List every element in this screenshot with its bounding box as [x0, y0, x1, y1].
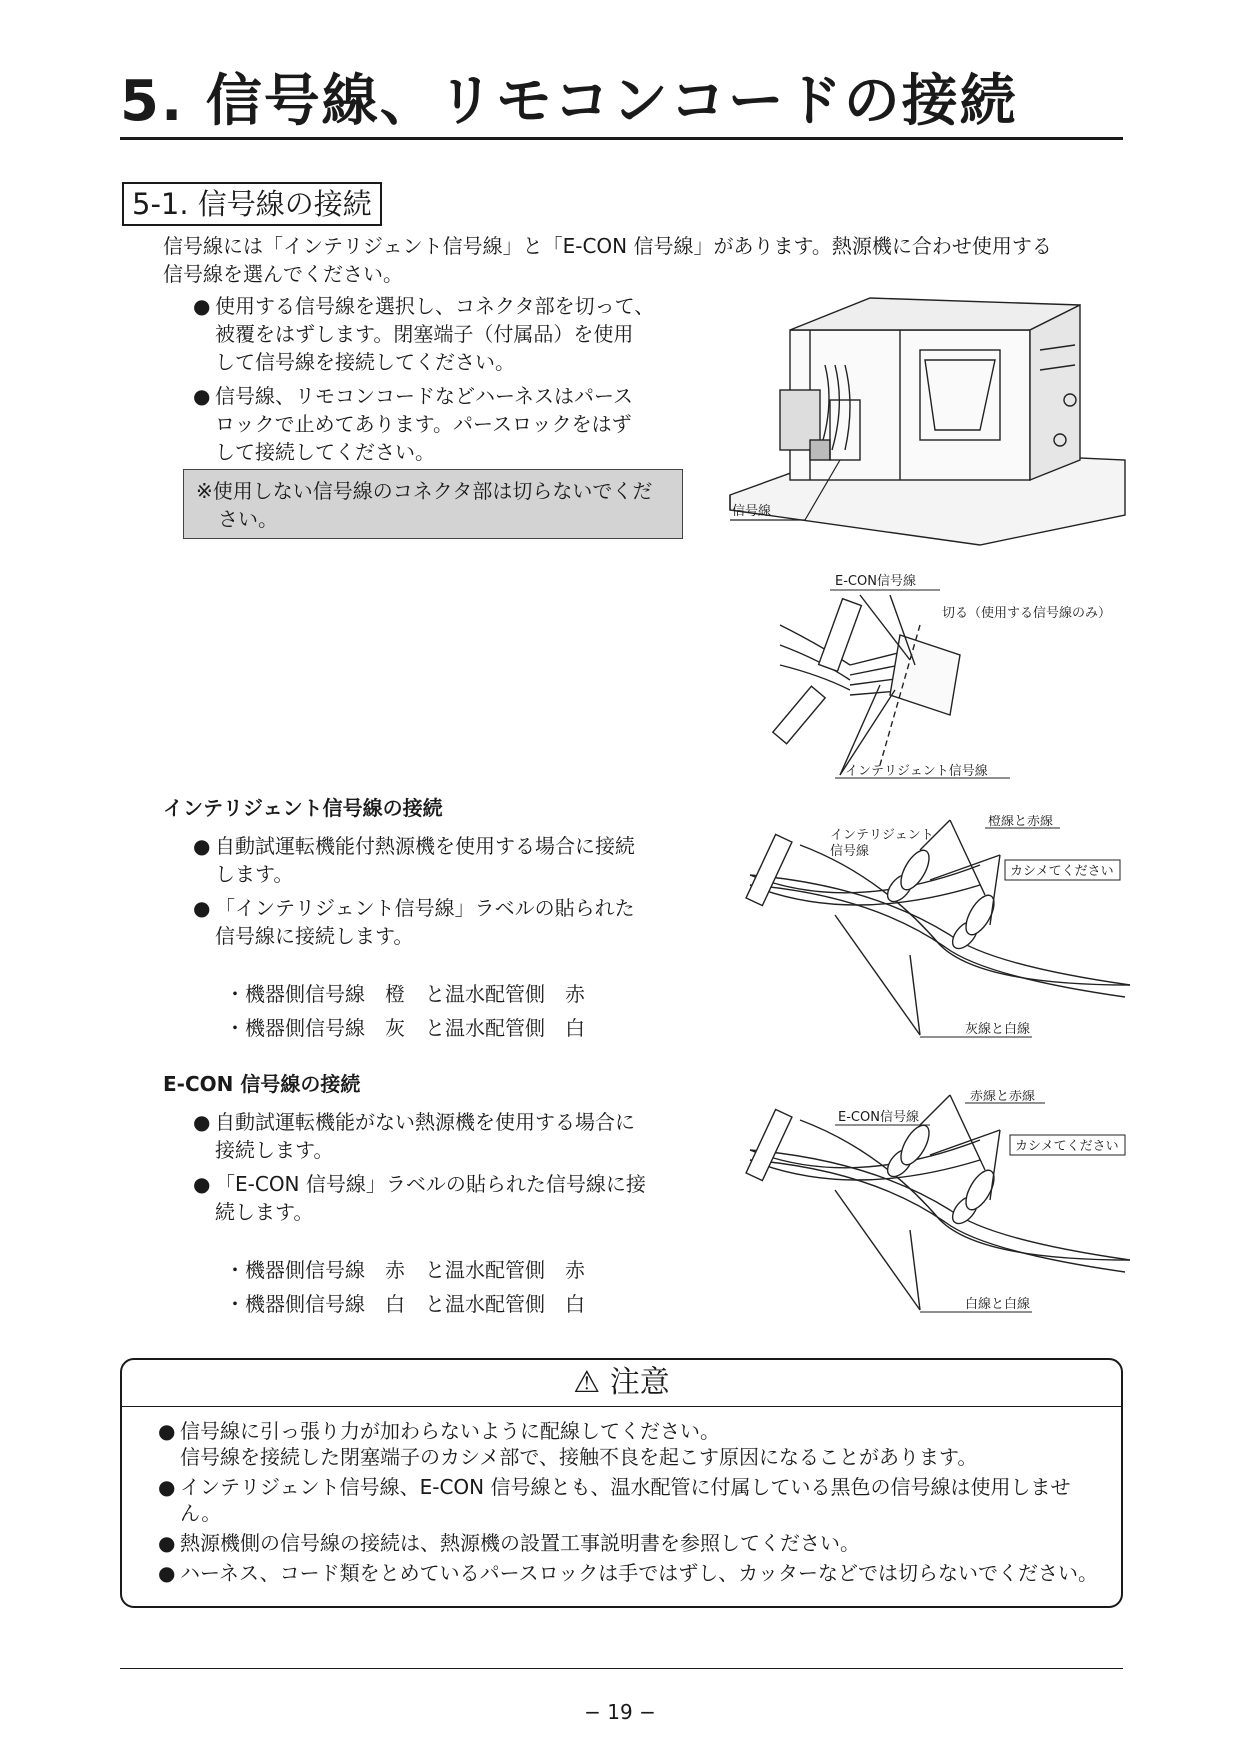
unit-illustration: [720, 290, 1130, 550]
title-underline: [120, 137, 1123, 140]
econ-heading: E-CON 信号線の接続: [163, 1072, 361, 1096]
caution-item: ● 信号線に引っ張り力が加わらないように配線してください。 信号線を接続した閉塞端子のカシメ部で、接触不良を起こす原因になることがあります。: [158, 1419, 978, 1469]
bullet-dot: ●: [193, 896, 211, 920]
crimp-label: カシメてください: [1015, 1139, 1119, 1154]
caution-title: 注意: [609, 1365, 670, 1400]
section-heading: 5-1. 信号線の接続: [122, 182, 382, 226]
bullet-item: ● 使用する信号線を選択し、コネクタ部を切って、 被覆をはずします。閉塞端子（付属品）を使用 して信号線を接続してください。: [193, 294, 655, 374]
connection-row: ・機器側信号線 橙 と温水配管側 赤: [225, 982, 585, 1006]
bullet-item: ● 「インテリジェント信号線」ラベルの貼られた 信号線に接続します。: [193, 896, 635, 948]
section-bullets: [193, 292, 693, 466]
bullet-item: ● 自動試運転機能付熱源機を使用する場合に接続 します。: [193, 834, 635, 886]
red-red-label: 赤線と赤線: [970, 1090, 1036, 1104]
warning-triangle-icon: ⚠: [573, 1365, 601, 1400]
page-number: − 19 −: [584, 1700, 656, 1724]
cut-label: 切る（使用する信号線のみ）: [942, 606, 1112, 621]
caution-item: ● 熱源機側の信号線の接続は、熱源機の設置工事説明書を参照してください。: [158, 1531, 860, 1555]
intelligent-section: [163, 794, 703, 1042]
intelligent-connector-label: インテリジェント信号線: [845, 764, 988, 779]
unit-label: 信号線: [732, 504, 772, 519]
connection-row: ・機器側信号線 灰 と温水配管側 白: [225, 1016, 585, 1040]
caution-box: [120, 1358, 1123, 1608]
caution-header: [122, 1360, 1121, 1407]
footer-rule: [120, 1668, 1123, 1669]
bullet-dot: ●: [158, 1475, 176, 1499]
bullet-dot: ●: [158, 1531, 176, 1555]
bullet-dot: ●: [158, 1561, 176, 1585]
bullet-dot: ●: [193, 294, 211, 318]
caution-item: ● インテリジェント信号線、E-CON 信号線とも、温水配管に付属している黒色の信号線は使用しません。: [158, 1475, 1071, 1525]
bullet-item: ● 「E-CON 信号線」ラベルの貼られた信号線に接 続します。: [193, 1172, 646, 1224]
caution-item: ● ハーネス、コード類をとめているパースロックは手ではずし、カッターなどでは切らないでください。: [158, 1561, 1098, 1585]
page-title: 5. 信号線、リモコンコードの接続: [120, 69, 1018, 134]
bullet-dot: ●: [158, 1419, 176, 1443]
intro-text: [163, 232, 1123, 288]
bullet-dot: ●: [193, 1172, 211, 1196]
intelligent-tag-label-2: 信号線: [830, 844, 870, 859]
intelligent-heading: インテリジェント信号線の接続: [163, 796, 443, 820]
intro-line-2: 信号線を選んでください。: [163, 262, 403, 286]
orange-red-label: 橙線と赤線: [988, 815, 1054, 829]
econ-connector-label: E-CON信号線: [835, 574, 916, 589]
connection-row: ・機器側信号線 赤 と温水配管側 赤: [225, 1258, 585, 1282]
bullet-item: ● 自動試運転機能がない熱源機を使用する場合に 接続します。: [193, 1110, 635, 1162]
intelligent-tag-label: インテリジェント: [830, 828, 934, 843]
bullet-dot: ●: [193, 834, 211, 858]
bullet-item: ● 信号線、リモコンコードなどハーネスはパース ロックで止めてあります。パースロックをはず して接続してください。: [193, 384, 633, 464]
connector-detail: [770, 565, 1120, 795]
connection-row: ・機器側信号線 白 と温水配管側 白: [225, 1292, 585, 1316]
econ-tag-label: E-CON信号線: [838, 1110, 919, 1125]
white-white-label: 白線と白線: [965, 1297, 1031, 1312]
econ-section: [163, 1070, 703, 1318]
intro-line-1: 信号線には「インテリジェント信号線」と「E-CON 信号線」があります。熱源機に合わせ使用する: [163, 234, 1052, 258]
econ-wire-figure: [740, 1090, 1130, 1325]
caution-list: [158, 1418, 1098, 1590]
bullet-dot: ●: [193, 384, 211, 408]
gray-white-label: 灰線と白線: [965, 1022, 1031, 1037]
intelligent-wire-figure: [740, 815, 1130, 1050]
note-box: ※使用しない信号線のコネクタ部は切らないでくだ さい。: [183, 469, 683, 539]
bullet-dot: ●: [193, 1110, 211, 1134]
crimp-label: カシメてください: [1010, 864, 1114, 879]
